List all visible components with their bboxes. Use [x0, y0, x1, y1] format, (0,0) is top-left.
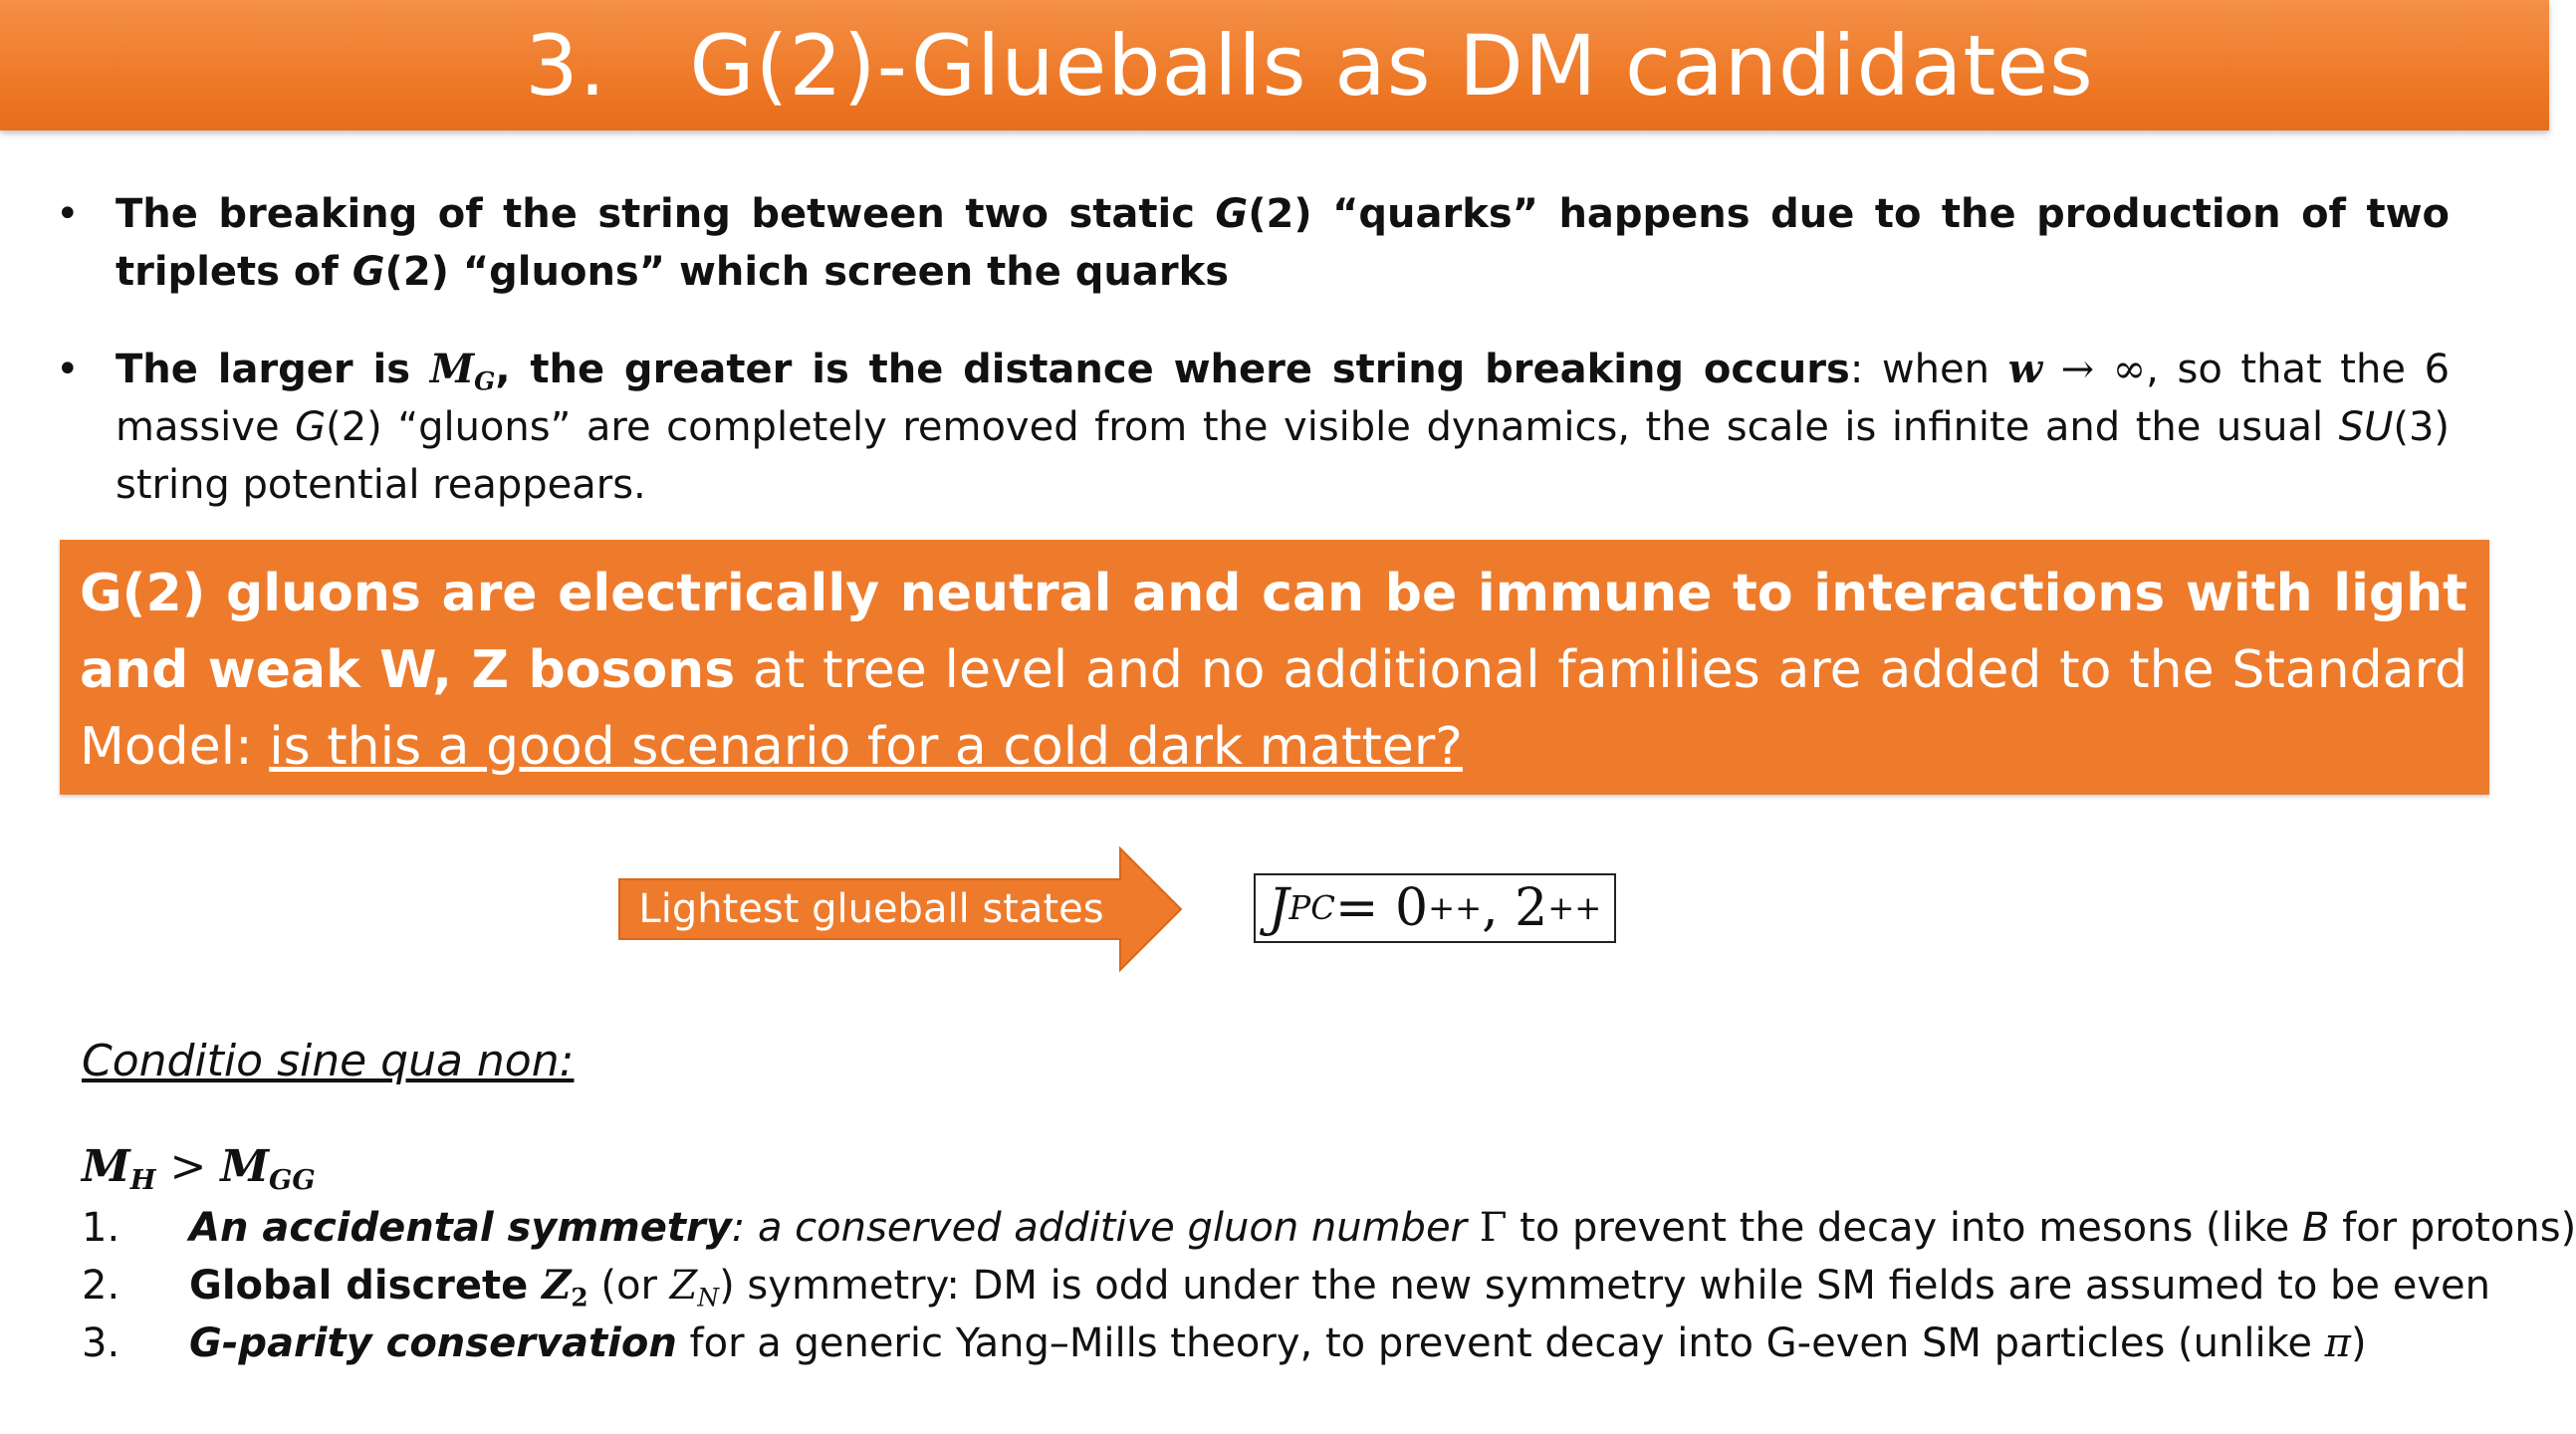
bullet-list	[56, 185, 2450, 554]
seg: )	[2350, 1320, 2367, 1366]
list-text	[189, 1257, 2490, 1314]
title-text: G(2)-Glueballs as DM candidates	[689, 16, 2094, 115]
highlight-normal: at tree level and no additional families are added to the Standard Model:	[80, 640, 2467, 777]
list-number: 3.	[82, 1320, 120, 1366]
seg: The larger is	[116, 347, 430, 392]
seg: , so that the 6 massive	[116, 347, 2451, 450]
bullet-dot: •	[56, 347, 80, 392]
jpc-formula-box: J PC = 0 ++ , 2 ++	[1254, 873, 1616, 943]
list-text	[189, 1314, 2367, 1372]
math-symbol: → ∞	[2042, 347, 2147, 392]
math-subscript: N	[697, 1283, 720, 1313]
seg: An accidental symmetry	[189, 1205, 732, 1251]
math-symbol: Γ	[1467, 1205, 1508, 1251]
list-text	[189, 1199, 2576, 1257]
jpc-mid: , 2	[1482, 878, 1548, 938]
bullet-text	[116, 185, 2450, 301]
math-subscript: H	[129, 1164, 156, 1197]
math-symbol: >	[155, 1141, 221, 1192]
conditio-heading: Conditio sine qua non:	[82, 1036, 575, 1086]
seg: G	[1215, 191, 1249, 237]
math-symbol: Z	[669, 1263, 698, 1309]
list-number: 1.	[82, 1205, 120, 1251]
seg: for protons)	[2329, 1205, 2576, 1251]
seg: : a conserved additive	[731, 1205, 1188, 1251]
seg: (3) string potential reappears.	[116, 404, 2451, 508]
slide-title	[525, 17, 2094, 115]
math-symbol: Z	[542, 1262, 572, 1309]
seg: to prevent the decay into mesons (like	[1507, 1205, 2302, 1251]
numbered-list	[82, 1199, 2576, 1372]
seg: (2) “gluons” are completely removed from the visible dynamics, the scale is infinite and the usual	[326, 404, 2339, 450]
math-symbol: w	[2007, 346, 2043, 392]
list-number: 2.	[82, 1263, 120, 1309]
seg: (2) “gluons” which screen the quarks	[384, 249, 1230, 295]
list-item	[82, 1199, 2576, 1257]
title-bar	[0, 0, 2549, 130]
math-subscript: G	[474, 366, 496, 396]
math-subscript: GG	[269, 1164, 316, 1197]
jpc-eq: = 0	[1334, 878, 1429, 938]
seg: B	[2301, 1205, 2330, 1251]
seg: (or	[587, 1263, 670, 1309]
bullet-dot: •	[56, 191, 80, 237]
arrow-label: Lightest glueball states	[638, 886, 1104, 932]
seg: gluon number	[1187, 1205, 1467, 1251]
seg: G	[351, 249, 385, 295]
bullet-item	[56, 185, 2450, 301]
bullet-item	[56, 341, 2450, 514]
math-symbol: M	[82, 1141, 130, 1192]
list-item	[82, 1314, 2491, 1372]
list-item	[82, 1257, 2491, 1314]
bullet-text	[116, 341, 2450, 514]
seg: G	[295, 404, 327, 450]
jpc-J: J	[1268, 878, 1289, 938]
highlight-question: is this a good scenario for a cold dark matter?	[269, 717, 1463, 777]
math-symbol: π	[2324, 1320, 2351, 1366]
seg: : when	[1849, 347, 2008, 392]
highlight-bold: G(2) gluons are electrically neutral and can be immune to interactions with light and weak W, Z bosons	[80, 564, 2467, 700]
math-subscript: 2	[571, 1283, 588, 1313]
seg: , the greater is the distance where string breaking occurs	[495, 347, 1850, 392]
seg: ) symmetry: DM is odd under the new symmetry while SM fields are assumed to be even	[719, 1263, 2490, 1309]
seg: Global discrete	[189, 1263, 543, 1309]
math-symbol: M	[429, 346, 475, 392]
mass-condition	[82, 1141, 316, 1197]
seg: SU	[2338, 404, 2394, 450]
math-symbol: M	[220, 1141, 270, 1192]
seg: for a generic Yang–Mills theory, to prevent decay into G-even SM particles (unlike	[676, 1320, 2325, 1366]
highlight-box	[60, 540, 2489, 795]
seg: G-parity conservation	[189, 1320, 677, 1366]
title-number: 3.	[525, 16, 607, 115]
glueball-arrow	[617, 846, 1185, 972]
seg: (2) “quarks” happens due to the production of two triplets of	[116, 191, 2450, 295]
seg: The breaking of the string between two static	[116, 191, 1216, 237]
